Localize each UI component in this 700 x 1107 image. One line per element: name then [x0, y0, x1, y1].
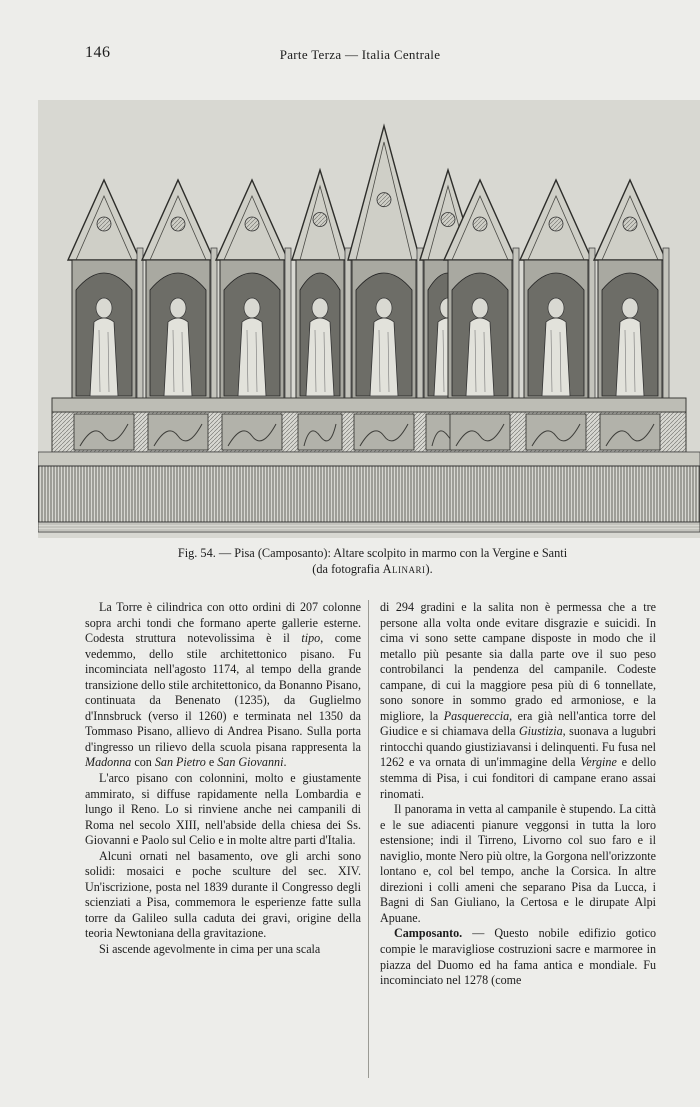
rosette — [441, 213, 455, 227]
page-number: 146 — [85, 44, 111, 61]
relief-panel — [74, 414, 134, 450]
paragraph: Si ascende agevolmente in cima per una scala — [99, 942, 321, 957]
relief-panel — [354, 414, 414, 450]
left-column — [85, 600, 361, 958]
running-head: Parte Terza — Italia Centrale — [279, 47, 441, 62]
figure-robe — [370, 318, 398, 396]
relief-panel — [450, 414, 510, 450]
figure-robe — [238, 318, 266, 396]
column-divider — [368, 600, 369, 1078]
figure-head — [96, 298, 112, 318]
pillar — [345, 248, 351, 398]
paragraph: Il panorama in vetta al campanile è stupendo. La città e le sue adiacenti pianure veggonsi in tutta la loro estensione; indi il Tirreno, Livorno col suo faro e il naviglio, monte Nero più oltre, la Gorgona nell'orizzonte lontano e, col bel tempo, anche la Corsica. In altre direzioni i colli ameni che separano Pisa da Lucca, i Bagni di San Giuliano, la Certosa e le dirupate Alpi Apuane. — [380, 802, 656, 925]
caption-line-1: Fig. 54. — Pisa (Camposanto): Altare scolpito in marmo con la Vergine e Santi — [177, 546, 568, 560]
relief-panel — [526, 414, 586, 450]
rosette — [97, 217, 111, 231]
relief-panel — [148, 414, 208, 450]
figure-head — [376, 298, 392, 318]
rosette — [245, 217, 259, 231]
pillar — [285, 248, 291, 398]
rosette — [473, 217, 487, 231]
figure-robe — [306, 318, 334, 396]
figure-head — [312, 298, 328, 318]
figure-robe — [542, 318, 570, 396]
rosette — [313, 213, 327, 227]
rosette — [377, 193, 391, 207]
figure-robe — [616, 318, 644, 396]
figure-robe — [466, 318, 494, 396]
paragraph: L'arco pisano con colonnini, molto e giustamente ammirato, si diffuse rapidamente nella Lombardia e lungo il Reno. Lo si rinviene anche nei campanili di Roma nel secolo XIII, nell'abside della chiesa dei Ss. Giovanni e Paolo sul Celio e in molte altre parti d'Italia. — [85, 771, 361, 848]
relief-panel — [222, 414, 282, 450]
figure-robe — [90, 318, 118, 396]
pillar — [417, 248, 423, 398]
pillar — [211, 248, 217, 398]
rosette — [549, 217, 563, 231]
figure-caption — [100, 545, 645, 577]
pillar — [137, 248, 143, 398]
paragraph: Alcuni ornati nel basamento, ove gli archi sono solidi: mosaici e poche sculture del sec. XIV. Un'iscrizione, posta nel 1839 durante il Congresso degli scienziati a Pisa, commemora le esperienze fatte sulla torre da Galileo sulla caduta dei gravi, origine della teoria Newtoniana della gravitazione. — [85, 848, 361, 941]
right-column — [380, 600, 656, 989]
rosette — [171, 217, 185, 231]
figure-head — [622, 298, 638, 318]
figure-head — [244, 298, 260, 318]
figure-robe — [164, 318, 192, 396]
pillar — [663, 248, 669, 398]
figure-head — [472, 298, 488, 318]
paragraph: Camposanto. — Questo nobile edifizio gotico compie le maravigliose costruzioni sacre e marmoree in piazza del Duomo ed ha fama antica e mondiale. Fu incominciato nel 1278 (come — [380, 926, 656, 988]
relief-panel — [600, 414, 660, 450]
figure-head — [548, 298, 564, 318]
pillar — [513, 248, 519, 398]
predella-reliefs — [74, 414, 660, 450]
altar-engraving — [38, 100, 700, 538]
figure-head — [170, 298, 186, 318]
caption-line-2: (da fotografia Alinari). — [312, 562, 433, 576]
pillar — [589, 248, 595, 398]
rosette — [623, 217, 637, 231]
paragraph: di 294 gradini e la salita non è permessa che a tre persone alla volta onde evitare disgrazie e suicidi. In cima vi sono sette campane disposte in modo che il metallo più pesante sia dalla parte ove il suo peso controbilanci la pendenza del campanile. Codeste campane, di cui la maggiore pesa più di 6 tonnellate, sono sonore in sommo grado ed armoniose, e la migliore, la Pasquereccia, era già nell'antica torre del Giudice e si chiamava della Giustizia, suonava a lugubri rintocchi quando giustiziavansi i delinquenti. Fu fusa nel 1262 e va ornata di un'immagine della Vergine e dello stemma di Pisa, i cui fonditori di campane erano assai rinomati. — [380, 600, 657, 801]
paragraph: La Torre è cilindrica con otto ordini di 207 colonne sopra archi tondi che formano aperte gallerie esterne. Codesta struttura notevolissima è il tipo, come vedemmo, dello stile architettonico pisano. Fu incominciata nell'agosto 1174, al tempo della grande transizione dello stile architettonico, da Bonanno Pisano, continuata da Benenato (1235), da Guglielmo d'Innsbruck (verso il 1260) e terminata nel 1350 da Tommaso Pisano, allievo di Andrea Pisano. Sulla porta d'ingresso un rilievo della scuola pisana rappresenta la Madonna con San Pietro e San Giovanni. — [85, 600, 361, 770]
